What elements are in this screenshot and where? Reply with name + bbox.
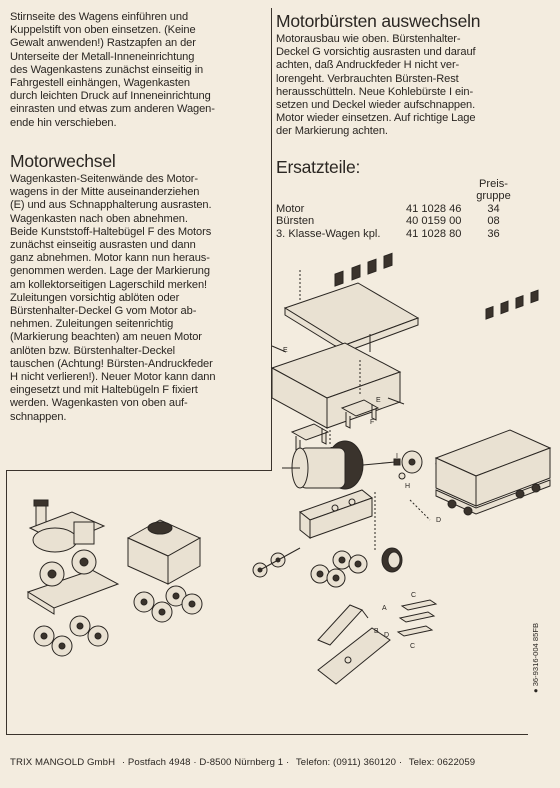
footer-telex: Telex: 0622059 <box>408 757 476 768</box>
part-number: 41 1028 46 <box>405 202 462 215</box>
label-i: I <box>396 453 398 460</box>
label-h: H <box>405 483 411 490</box>
motor-chassis-illustration <box>300 490 372 538</box>
intro-paragraph: Stirnseite des Wagens einführen und Kuppelstift von oben einsetzen. (Keine Gewalt anwenden!) Rastzapfen an der Unterseite der Metall-Inneneinrichtung des Wagenkastens zunächst einseitig in Fahrgestell einhängen, Wagenkasten durch leichten Druck auf Inneneinrichtung einrasten und etwas zum anderen Wagen- ende hin verschieben. <box>10 11 215 129</box>
locomotive-illustration <box>28 500 118 656</box>
locomotive-body-illustration <box>128 520 202 622</box>
price-group-header-1: Preis- <box>478 178 508 190</box>
label-c-upper: C <box>411 592 417 599</box>
coupler-illustration <box>398 600 436 636</box>
part-price-group: 34 <box>487 202 500 215</box>
part-number: 41 1028 80 <box>405 227 462 240</box>
motor-illustration <box>282 441 395 489</box>
label-c-lower: C <box>410 643 416 650</box>
motorbuersten-paragraph: Motorausbau wie oben. Bürstenhalter- Deckel G vorsichtig ausrasten und darauf achten, daß Andruckfeder H nicht ver- lorengeht. Verbrauchten Bürsten-Rest herausschütteln. Neue Kohlebürste I ein- setzen und Deckel wieder aufschnappen. Motor wieder einsetzen. Auf richtige Lage der Markierung achten. <box>276 33 476 138</box>
part-name: Bürsten <box>276 215 315 228</box>
label-e-left: E <box>283 347 288 354</box>
footer-address: · Postfach 4948 · D-8500 Nürnberg 1 · <box>121 757 290 768</box>
part-name: Motor <box>276 202 305 215</box>
label-a: A <box>382 605 387 612</box>
motorwechsel-heading: Motorwechsel <box>10 151 116 171</box>
footer-phone: Telefon: (0911) 360120 · <box>295 757 403 768</box>
price-group-header-2: gruppe <box>476 190 511 203</box>
label-d-upper: D <box>436 517 442 524</box>
part-price-group: 36 <box>487 227 500 240</box>
document-code: ● 36-9316-004 85FB <box>531 622 540 693</box>
label-e-right: E <box>376 397 381 404</box>
label-f-upper: F <box>370 419 375 426</box>
ersatzteile-heading: Ersatzteile: <box>276 157 361 177</box>
passenger-car-illustration <box>436 290 550 515</box>
brush-cover-illustration <box>394 451 422 479</box>
part-name: 3. Klasse-Wagen kpl. <box>276 227 381 240</box>
label-b: B <box>374 628 379 635</box>
motorwechsel-paragraph: Wagenkasten-Seitenwände des Motor- wagens in der Mitte auseinanderziehen (E) und aus Schnapphalterung ausrasten. Wagenkasten nach oben abnehmen. Beide Kunststoff-Haltebügel F des Motors zunächst einseitig ausrasten und dann ganz abnehmen. Motor kann nun heraus- genommen werden. Lage der Markierung am kollektorseitigen Lagerschild merken! Zuleitungen vorsichtig ablöten oder Bürstenhalter-Deckel G vom Motor ab- nehmen. Zuleitungen seitenrichtig (Markierung beachten) am neuen Motor anlöten bzw. Bürstenhalter-Deckel tauschen (Achtung! Bürsten-Andruckfeder H nicht verlieren!). Neuer Motor kann dann eingesetzt und mit Haltebügeln F fixiert werden. Wagenkasten von oben auf- schnappen. <box>10 173 216 423</box>
footer <box>10 757 479 768</box>
motorbuersten-heading: Motorbürsten auswechseln <box>276 11 481 31</box>
footer-company: TRIX MANGOLD GmbH <box>10 757 116 768</box>
label-d-lower: D <box>384 632 390 639</box>
part-price-group: 08 <box>487 215 500 228</box>
wheelset-illustration <box>253 548 402 587</box>
bottom-plate-illustration <box>318 605 390 684</box>
part-number: 40 0159 00 <box>405 215 462 228</box>
